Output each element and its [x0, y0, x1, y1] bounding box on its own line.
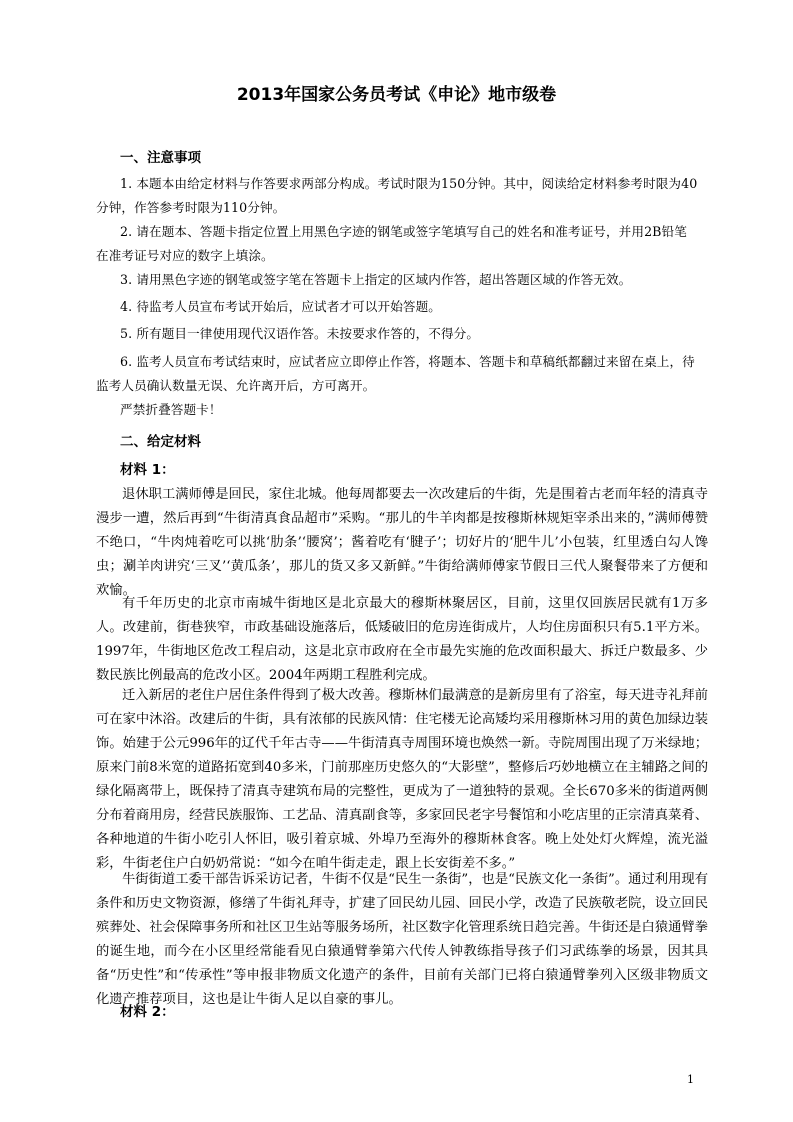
notice-warning: 严禁折叠答题卡！: [120, 402, 222, 417]
notice-item-3: 3. 请用黑色字迹的钢笔或签字笔在答题卡上指定的区域内作答，超出答题区域的作答无效。: [120, 272, 632, 287]
material-1-paragraph-2: 有千年历史的北京市南城牛街地区是北京最大的穆斯林聚居区，目前，这里仅回族居民就有1万多人。改建前，街巷狭窄，市政基础设施落后，低矮破旧的危房连街成片，人均住房面积只有5.1平方米。1997年，牛街地区危改工程启动，这是北京市政府在全市最先实施的危改面积最大、拆迁户数最多、少数民族比例最高的危改小区。2004年两期工程胜利完成。: [96, 596, 708, 683]
section-heading-materials: 二、给定材料: [120, 434, 201, 450]
notice-item-5: 5. 所有题目一律使用现代汉语作答。未按要求作答的，不得分。: [120, 326, 480, 341]
material-1-paragraph-3: 迁入新居的老住户居住条件得到了极大改善。穆斯林们最满意的是新房里有了浴室，每天进寺礼拜前可在家中沐浴。改建后的牛街，具有浓郁的民族风情：住宅楼无论高矮均采用穆斯林习用的黄色加绿边装饰。始建于公元996年的辽代千年古寺——牛街清真寺周围环境也焕然一新。寺院周围出现了万米绿地；原来门前8米宽的道路拓宽到40多米，门前那座历史悠久的“大影壁”，整修后巧妙地横立在主辅路之间的绿化隔离带上，既保持了清真寺建筑布局的完整性，更成为了一道独特的景观。全长670多米的街道两侧分布着商用房，经营民族服饰、工艺品、清真副食等，多家回民老字号餐馆和小吃店里的正宗清真菜肴、各种地道的牛街小吃引人怀旧，吸引着京城、外埠乃至海外的穆斯林食客。晚上处处灯火辉煌，流光溢彩，牛街老住户白奶奶常说：“如今在咱牛街走走，跟上长安街差不多。”: [96, 688, 708, 871]
material-2-label: 材料 2：: [120, 1004, 175, 1020]
material-1-label: 材料 1：: [120, 462, 175, 478]
notice-item-6: 6. 监考人员宣布考试结束时，应试者应立即停止作答，将题本、答题卡和草稿纸都翻过来留在桌上，待监考人员确认数量无误、允许离开后，方可离开。: [96, 354, 695, 393]
page-number: 1: [687, 1073, 694, 1086]
material-1-paragraph-1: 退休职工满师傅是回民，家住北城。他每周都要去一次改建后的牛街，先是围着古老而年轻的清真寺漫步一遭，然后再到“牛街清真食品超市”采购。“那儿的牛羊肉都是按穆斯林规矩宰杀出来的，”满师傅赞不绝口，“牛肉炖着吃可以挑‘肋条’‘腰窝’；酱着吃有‘腱子’；切好片的‘肥牛儿’小包装，红里透白勾人馋虫；涮羊肉讲究‘三叉’‘黄瓜条’，那儿的货又多又新鲜。”牛街给满师傅家节假日三代人聚餐带来了方便和欢愉。: [96, 487, 708, 598]
notice-item-1: 1. 本题本由给定材料与作答要求两部分构成。考试时限为150分钟。其中，阅读给定材料参考时限为40分钟，作答参考时限为110分钟。: [96, 176, 698, 215]
notice-item-4: 4. 待监考人员宣布考试开始后，应试者才可以开始答题。: [120, 299, 441, 314]
notice-item-2: 2. 请在题本、答题卡指定位置上用黑色字迹的钢笔或签字笔填写自己的姓名和准考证号，并用2B铅笔在准考证号对应的数字上填涂。: [96, 224, 687, 263]
section-heading-notes: 一、注意事项: [120, 150, 201, 166]
material-1-paragraph-4: 牛街街道工委干部告诉采访记者，牛街不仅是“民生一条街”，也是“民族文化一条街”。通过利用现有条件和历史文物资源，修缮了牛街礼拜寺，扩建了回民幼儿园、回民小学，改造了民族敬老院，设立回民殡葬处、社会保障事务所和社区卫生站等服务场所，社区数字化管理系统日趋完善。牛街还是白猿通臂拳的诞生地，而今在小区里经常能看见白猿通臂拳第六代传人钟教练指导孩子们习武练拳的场景，因其具备“历史性”和“传承性”等申报非物质文化遗产的条件，目前有关部门已将白猿通臂拳列入区级非物质文化遗产推荐项目，这也是让牛街人足以自豪的事儿。: [96, 872, 708, 1007]
document-title: 2013年国家公务员考试《申论》地市级卷: [236, 85, 557, 105]
